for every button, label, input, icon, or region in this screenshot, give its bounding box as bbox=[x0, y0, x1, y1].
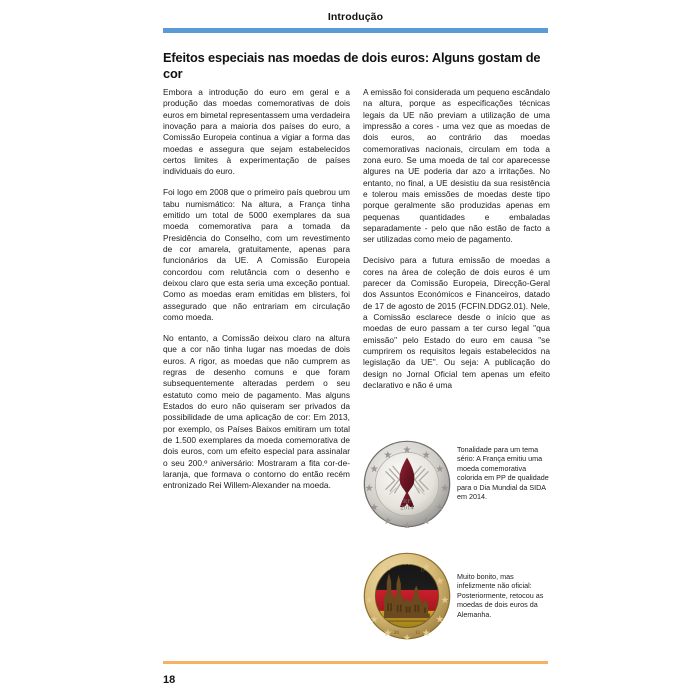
section-title: Introdução bbox=[327, 11, 384, 23]
coin-year-left: 20 bbox=[393, 629, 400, 636]
figure-caption: Tonalidade para um tema sério: A França emitiu uma moeda comemorativa colorida em PP de qualidade para o Dia Mundial da SIDA em 2014. bbox=[457, 445, 549, 502]
coin-year: 2014 bbox=[400, 504, 414, 512]
paragraph: A emissão foi considerada um pequeno escândalo na altura, porque as especificações técnicas legais da UE não previam a utilização de uma impressão a cores - uma vez que as moedas de dois euros, ao contrário das moedas comemorativas nacionais, circulam em toda a zona euro. Se uma moeda de tal cor aparecesse algures na UE poderia dar azo a irritações. No entanto, no final, a UE desistiu da sua resistência e tolerou mais emissões de moedas deste tipo porque geralmente são produzidas apenas em pequenas quantidades e embaladas separadamente - pelo que não estão de facto a ser utilizadas como meio de pagamento. bbox=[363, 87, 550, 245]
figure-coin-france bbox=[363, 440, 553, 528]
paragraph: Embora a introdução do euro em geral e a produção das moedas comemorativas de dois euros em bimetal representassem uma verdadeira inovação para a maioria dos países do euro, a Comissão Europeia continua a vigiar a forma das moedas e assegura que sejam estabelecidos certos limites à experimentação de países individuais do euro. bbox=[163, 87, 350, 177]
page-number: 18 bbox=[163, 674, 176, 686]
body-column-left bbox=[163, 87, 350, 492]
paragraph: Foi logo em 2008 que o primeiro país quebrou um tabu numismático: Na altura, a França tinha emitido um total de 5000 exemplares da sua moeda comemorativa para a tomada da Presidência do Conselho, com um revestimento de cor amarela, gratuitamente, apenas para funcionários da UE. A Comissão Europeia concordou com relutância com o desenho e deixou claro que esta seria uma exceção pontual. Como as moedas eram emitidas em blisters, foi assegurado que não entrariam em circulação como moeda. bbox=[163, 187, 350, 323]
paragraph: Decisivo para a futura emissão de moedas a cores na área de coleção de dois euros é um parecer da Comissão Europeia, Direcção-Geral dos Assuntos Económicos e Financeiros, datado de 17 de agosto de 2015 (FCFIN.DDG2.01). Nele, a Comissão esclarece desde o início que as moedas de euro passam a ter curso legal "qua emissão" pelo Estado do euro em causa "se cumprirem os requisitos legais estabelecidos na legislação da UE". Ou seja: A publicação do design no Jornal Oficial tem apenas um efeito declarativo e não é uma bbox=[363, 255, 550, 391]
paragraph: No entanto, a Comissão deixou claro na altura que a cor não tinha lugar nas moedas de dois euros. A rigor, as moedas que não cumprem as regras de desenho comuns e que foram subsequentemente alteradas perdem o seu estatuto como meio de pagamento. Mas alguns Estados do euro não quiseram ser privados da possibilidade de uma aplicação de cor: Em 2013, por exemplo, os Países Baixos emitiram um total de 1.500 exemplares da moeda comemorativa de dois euros, com um efeito especial para assinalar o seu 200.º aniversário: Mostraram a fita cor-de-laranja, que formava o contorno do então recém entronizado Rei Willem-Alexander na moeda. bbox=[163, 332, 350, 491]
header-rule bbox=[163, 28, 548, 33]
coin-image-germany bbox=[363, 552, 451, 640]
coin-image-france bbox=[363, 440, 451, 528]
footer-rule bbox=[163, 661, 548, 664]
coin-mint-mark: RF bbox=[402, 497, 412, 505]
page-header bbox=[163, 10, 548, 33]
figure-caption: Muito bonito, mas infelizmente não oficial: Posteriormente, retocou as moedas de dois euros da Alemanha. bbox=[457, 572, 544, 619]
two-euro-coin-germany-cathedral-icon bbox=[363, 552, 451, 640]
two-euro-coin-france-ribbon-icon bbox=[363, 440, 451, 528]
coin-year-right: 11 bbox=[415, 629, 421, 636]
coin-mint-mark: D bbox=[420, 567, 425, 574]
article-title: Efeitos especiais nas moedas de dois euros: Alguns gostam de cor bbox=[163, 50, 541, 81]
figure-coin-germany bbox=[363, 552, 553, 640]
body-column-right bbox=[363, 87, 550, 391]
